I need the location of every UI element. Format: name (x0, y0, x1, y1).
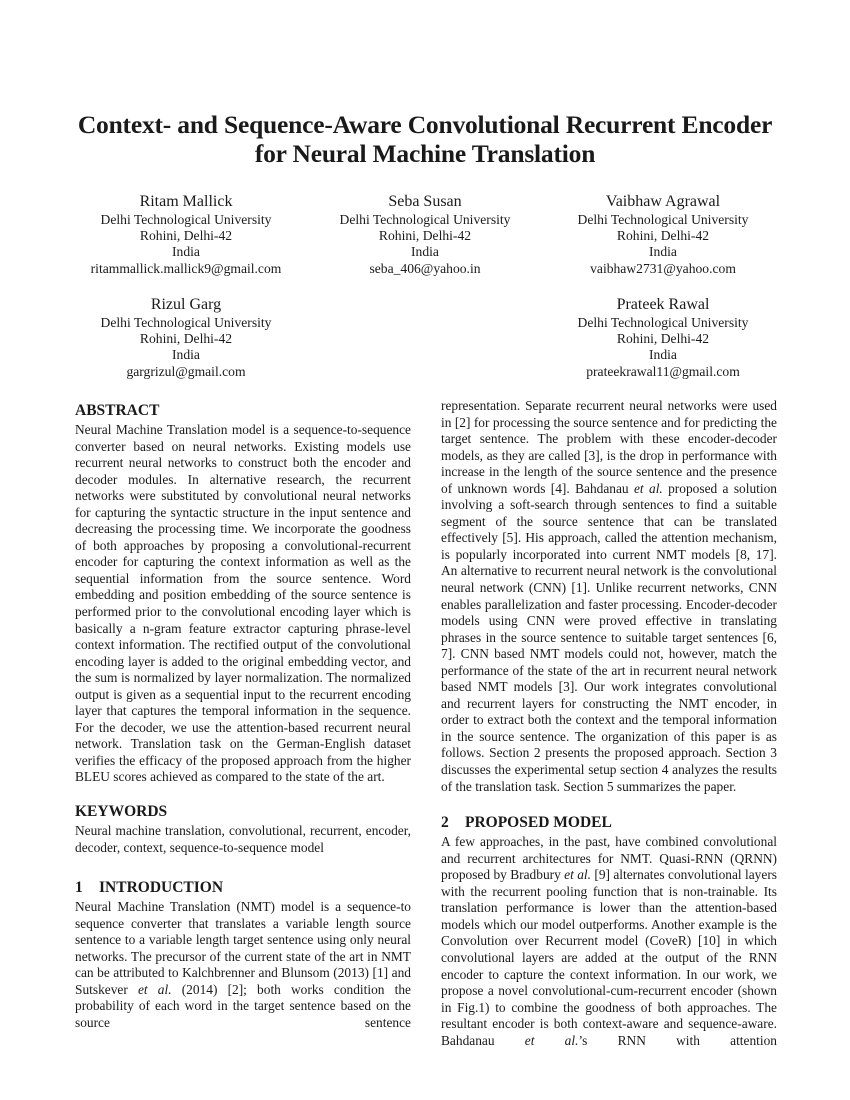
author-affiliation: Delhi Technological University (577, 212, 749, 227)
text-run: A few approaches, in the past, have combined convolutional and recurrent architectures for NMT. Quasi-RNN (QRNN) proposed by Bradbury (441, 834, 777, 883)
author-email[interactable]: prateekrawal11@gmail.com (586, 363, 740, 379)
author-name: Seba Susan (388, 193, 462, 210)
author-email[interactable]: gargrizul@gmail.com (126, 363, 246, 379)
introduction-paragraph-continued (441, 398, 777, 795)
author-block (295, 192, 555, 277)
section-title: INTRODUCTION (99, 879, 224, 897)
text-run: (2014) [2]; both works condition the probability of each word in the target sentence based on the source sentence (75, 981, 411, 1030)
author-address: Rohini, Delhi-42 (616, 331, 710, 347)
text-run: ’s RNN with attention (578, 1032, 777, 1048)
author-address: Rohini, Delhi-42 (616, 228, 710, 244)
section-heading-introduction (75, 879, 411, 897)
author-affiliation: Delhi Technological University (100, 212, 272, 227)
author-affiliation: Delhi Technological University (339, 212, 511, 227)
author-email[interactable]: ritammallick.mallick9@gmail.com (90, 260, 282, 276)
author-country: India (649, 347, 677, 363)
section-number: 2 (441, 814, 449, 832)
text-run: proposed a solution involving a soft-search through sentences to find a suitable segment of the source sentence that can be translated effectively [5]. His approach, called the attention mechanism, is popularly incorporated into current NMT models [8, 17]. An alternative to recurrent neural network is the convolutional neural network (CNN) [1]. Unlike recurrent networks, CNN enables parallelization and faster processing. Encoder-decoder models using CNN were proved effective in translating phrases in the source sentence to suitable target sentences [6, 7]. CNN based NMT models could not, however, match the performance of the state of the art in recurrent neural network based NMT models [3]. Our work integrates convolutional and recurrent layers for constructing the NMT encoder, in order to extract both the context and the temporal information in the source sentence. The organization of this paper is as follows. Section 2 presents the proposed approach. Section 3 discusses the experimental setup section 4 analyzes the results of the translation task. Section 5 summarizes the paper. (441, 480, 777, 794)
author-address: Rohini, Delhi-42 (378, 228, 472, 244)
section-title: PROPOSED MODEL (465, 814, 612, 832)
right-column (441, 398, 777, 1049)
author-country: India (649, 244, 677, 260)
author-block (56, 295, 316, 380)
author-email[interactable]: seba_406@yahoo.in (369, 260, 481, 276)
text-run: representation. Separate recurrent neural networks were used in [2] for processing the source sentence and for predicting the target sentence. The problem with these encoder-decoder models, as they are called [3], is the drop in performance with increase in the length of the source sentence and the presence of unknown words [4]. Bahdanau (441, 398, 777, 496)
section-heading-proposed-model (441, 814, 777, 832)
author-email[interactable]: vaibhaw2731@yahoo.com (590, 260, 736, 276)
author-name: Ritam Mallick (139, 193, 233, 210)
title-line-2: for Neural Machine Translation (254, 139, 596, 168)
text-run: [9] alternates convolutional layers with the recurrent pooling function that is non-trainable. Its translation performance is lower than the attention-based models which our model outperforms. Another example is the Convolution over Recurrent model (CoveR) [10] in which convolutional layers are added at the output of the RNN encoder to capture the context information. In our work, we propose a novel convolutional-cum-recurrent encoder (shown in Fig.1) to combine the goodness of both approaches. The resultant encoder is both context-aware and sequence-aware. Bahdanau (441, 867, 777, 1048)
author-name: Vaibhaw Agrawal (605, 193, 721, 210)
author-affiliation: Delhi Technological University (100, 315, 272, 330)
author-country: India (172, 244, 200, 260)
author-block (56, 192, 316, 277)
author-name: Prateek Rawal (616, 296, 710, 313)
keywords-text: Neural machine translation, convolutional, recurrent, encoder, decoder, context, sequence-to-sequence model (75, 823, 411, 855)
keywords-heading: KEYWORDS (75, 803, 168, 821)
author-address: Rohini, Delhi-42 (139, 331, 233, 347)
paper-title (40, 110, 810, 168)
left-column (75, 402, 411, 1032)
author-block (533, 295, 793, 380)
proposed-model-paragraph (441, 834, 777, 1049)
text-run: Neural Machine Translation (NMT) model is a sequence-to sequence converter that translates a variable length source sentence to a variable length target sentence using only neural networks. The precursor of the current state of the art in NMT can be attributed to Kalchbrenner and Blunsom (2013) [1] and Sutskever (75, 899, 411, 997)
author-address: Rohini, Delhi-42 (139, 228, 233, 244)
abstract-heading: ABSTRACT (75, 402, 160, 419)
text-run-italic: et al. (633, 480, 663, 496)
abstract-text: Neural Machine Translation model is a sequence-to-sequence converter based on neural networks. Existing models use recurrent neural networks to construct both the encoder and decoder modules. In alternative research, the recurrent networks were substituted by convolutional neural networks for capturing the syntactic structure in the input sentence and decreasing the processing time. We incorporate the goodness of both approaches by proposing a convolutional-recurrent encoder for capturing the context information as well as the sequential information from the source sentence. Word embedding and position embedding of the source sentence is performed prior to the convolutional encoding layer which is basically a n-gram feature extractor capturing phrase-level context information. The rectified output of the convolutional encoding layer is added to the original embedding vector, and the sum is normalized by layer normalization. The normalized output is given as a sequential input to the recurrent encoding layer that captures the temporal information in the sequence. For the decoder, we use the attention-based recurrent neural network. Translation task on the German-English dataset verifies the efficacy of the proposed approach from the higher BLEU scores achieved as compared to the state of the art. (75, 422, 411, 785)
author-affiliation: Delhi Technological University (577, 315, 749, 330)
author-block (533, 192, 793, 277)
introduction-paragraph (75, 899, 411, 1031)
text-run-italic: et al. (564, 867, 591, 883)
title-line-1: Context- and Sequence-Aware Convolutional Recurrent Encoder (77, 110, 773, 139)
author-country: India (411, 244, 439, 260)
text-run-italic: et al. (137, 981, 172, 997)
section-number: 1 (75, 879, 83, 897)
author-country: India (172, 347, 200, 363)
author-name: Rizul Garg (150, 296, 222, 313)
text-run-italic: et al. (524, 1032, 579, 1048)
